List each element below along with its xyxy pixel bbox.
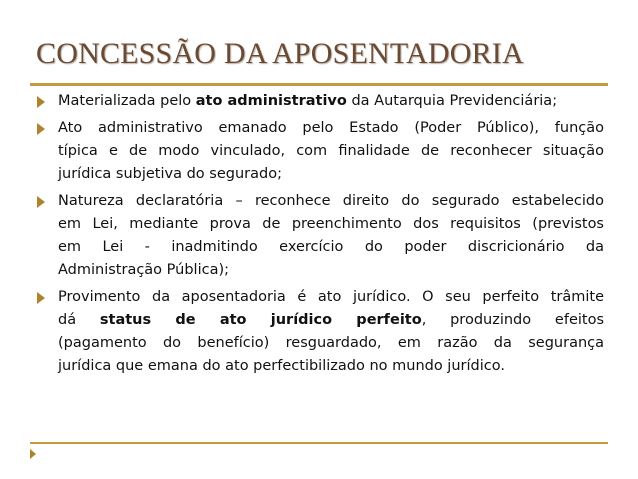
text-run: da Autarquia Previdenciária; <box>346 93 558 109</box>
bullet-line: Provimento da aposentadoria é ato jurídico. O seu perfeito trâmite <box>58 289 604 305</box>
arrow-right-icon <box>37 292 45 304</box>
bullet-item <box>34 117 604 186</box>
bullet-item <box>34 286 604 378</box>
title-divider <box>30 83 608 86</box>
text-run: , produzindo efeitos <box>421 312 605 328</box>
bullet-line <box>58 90 604 113</box>
text-run: Materializada pelo <box>58 93 196 109</box>
bold-run: status de ato jurídico perfeito <box>99 312 422 328</box>
bullet-line: Administração Pública); <box>58 262 230 278</box>
bullet-line: Natureza declaratória – reconhece direito do segurado estabelecido <box>58 193 604 209</box>
bullet-line: Ato administrativo emanado pelo Estado (Poder Público), função <box>58 120 604 136</box>
bullet-text <box>58 286 604 378</box>
slide-title: CONCESSÃO DA APOSENTADORIA <box>36 37 524 70</box>
bullet-text <box>58 117 604 186</box>
arrow-right-icon <box>37 196 45 208</box>
bullet-line <box>58 309 604 332</box>
text-run: dá <box>58 312 100 328</box>
bold-run: ato administrativo <box>195 93 347 109</box>
footer-divider <box>30 442 608 444</box>
bullet-line: jurídica que emana do ato perfectibilizado no mundo jurídico. <box>58 358 505 374</box>
arrow-right-icon <box>30 449 36 459</box>
bullet-list <box>34 90 604 382</box>
bullet-line: (pagamento do benefício) resguardado, em razão da segurança <box>58 335 604 351</box>
bullet-line: em Lei, mediante prova de preenchimento dos requisitos (previstos <box>58 216 604 232</box>
bullet-text <box>58 190 604 282</box>
bullet-item <box>34 90 604 113</box>
bullet-line: jurídica subjetiva do segurado; <box>58 166 282 182</box>
arrow-right-icon <box>37 123 45 135</box>
arrow-right-icon <box>37 96 45 108</box>
bullet-line: típica e de modo vinculado, com finalidade de reconhecer situação <box>58 143 604 159</box>
bullet-item <box>34 190 604 282</box>
bullet-line: em Lei - inadmitindo exercício do poder discricionário da <box>58 239 604 255</box>
bullet-text <box>58 90 604 113</box>
